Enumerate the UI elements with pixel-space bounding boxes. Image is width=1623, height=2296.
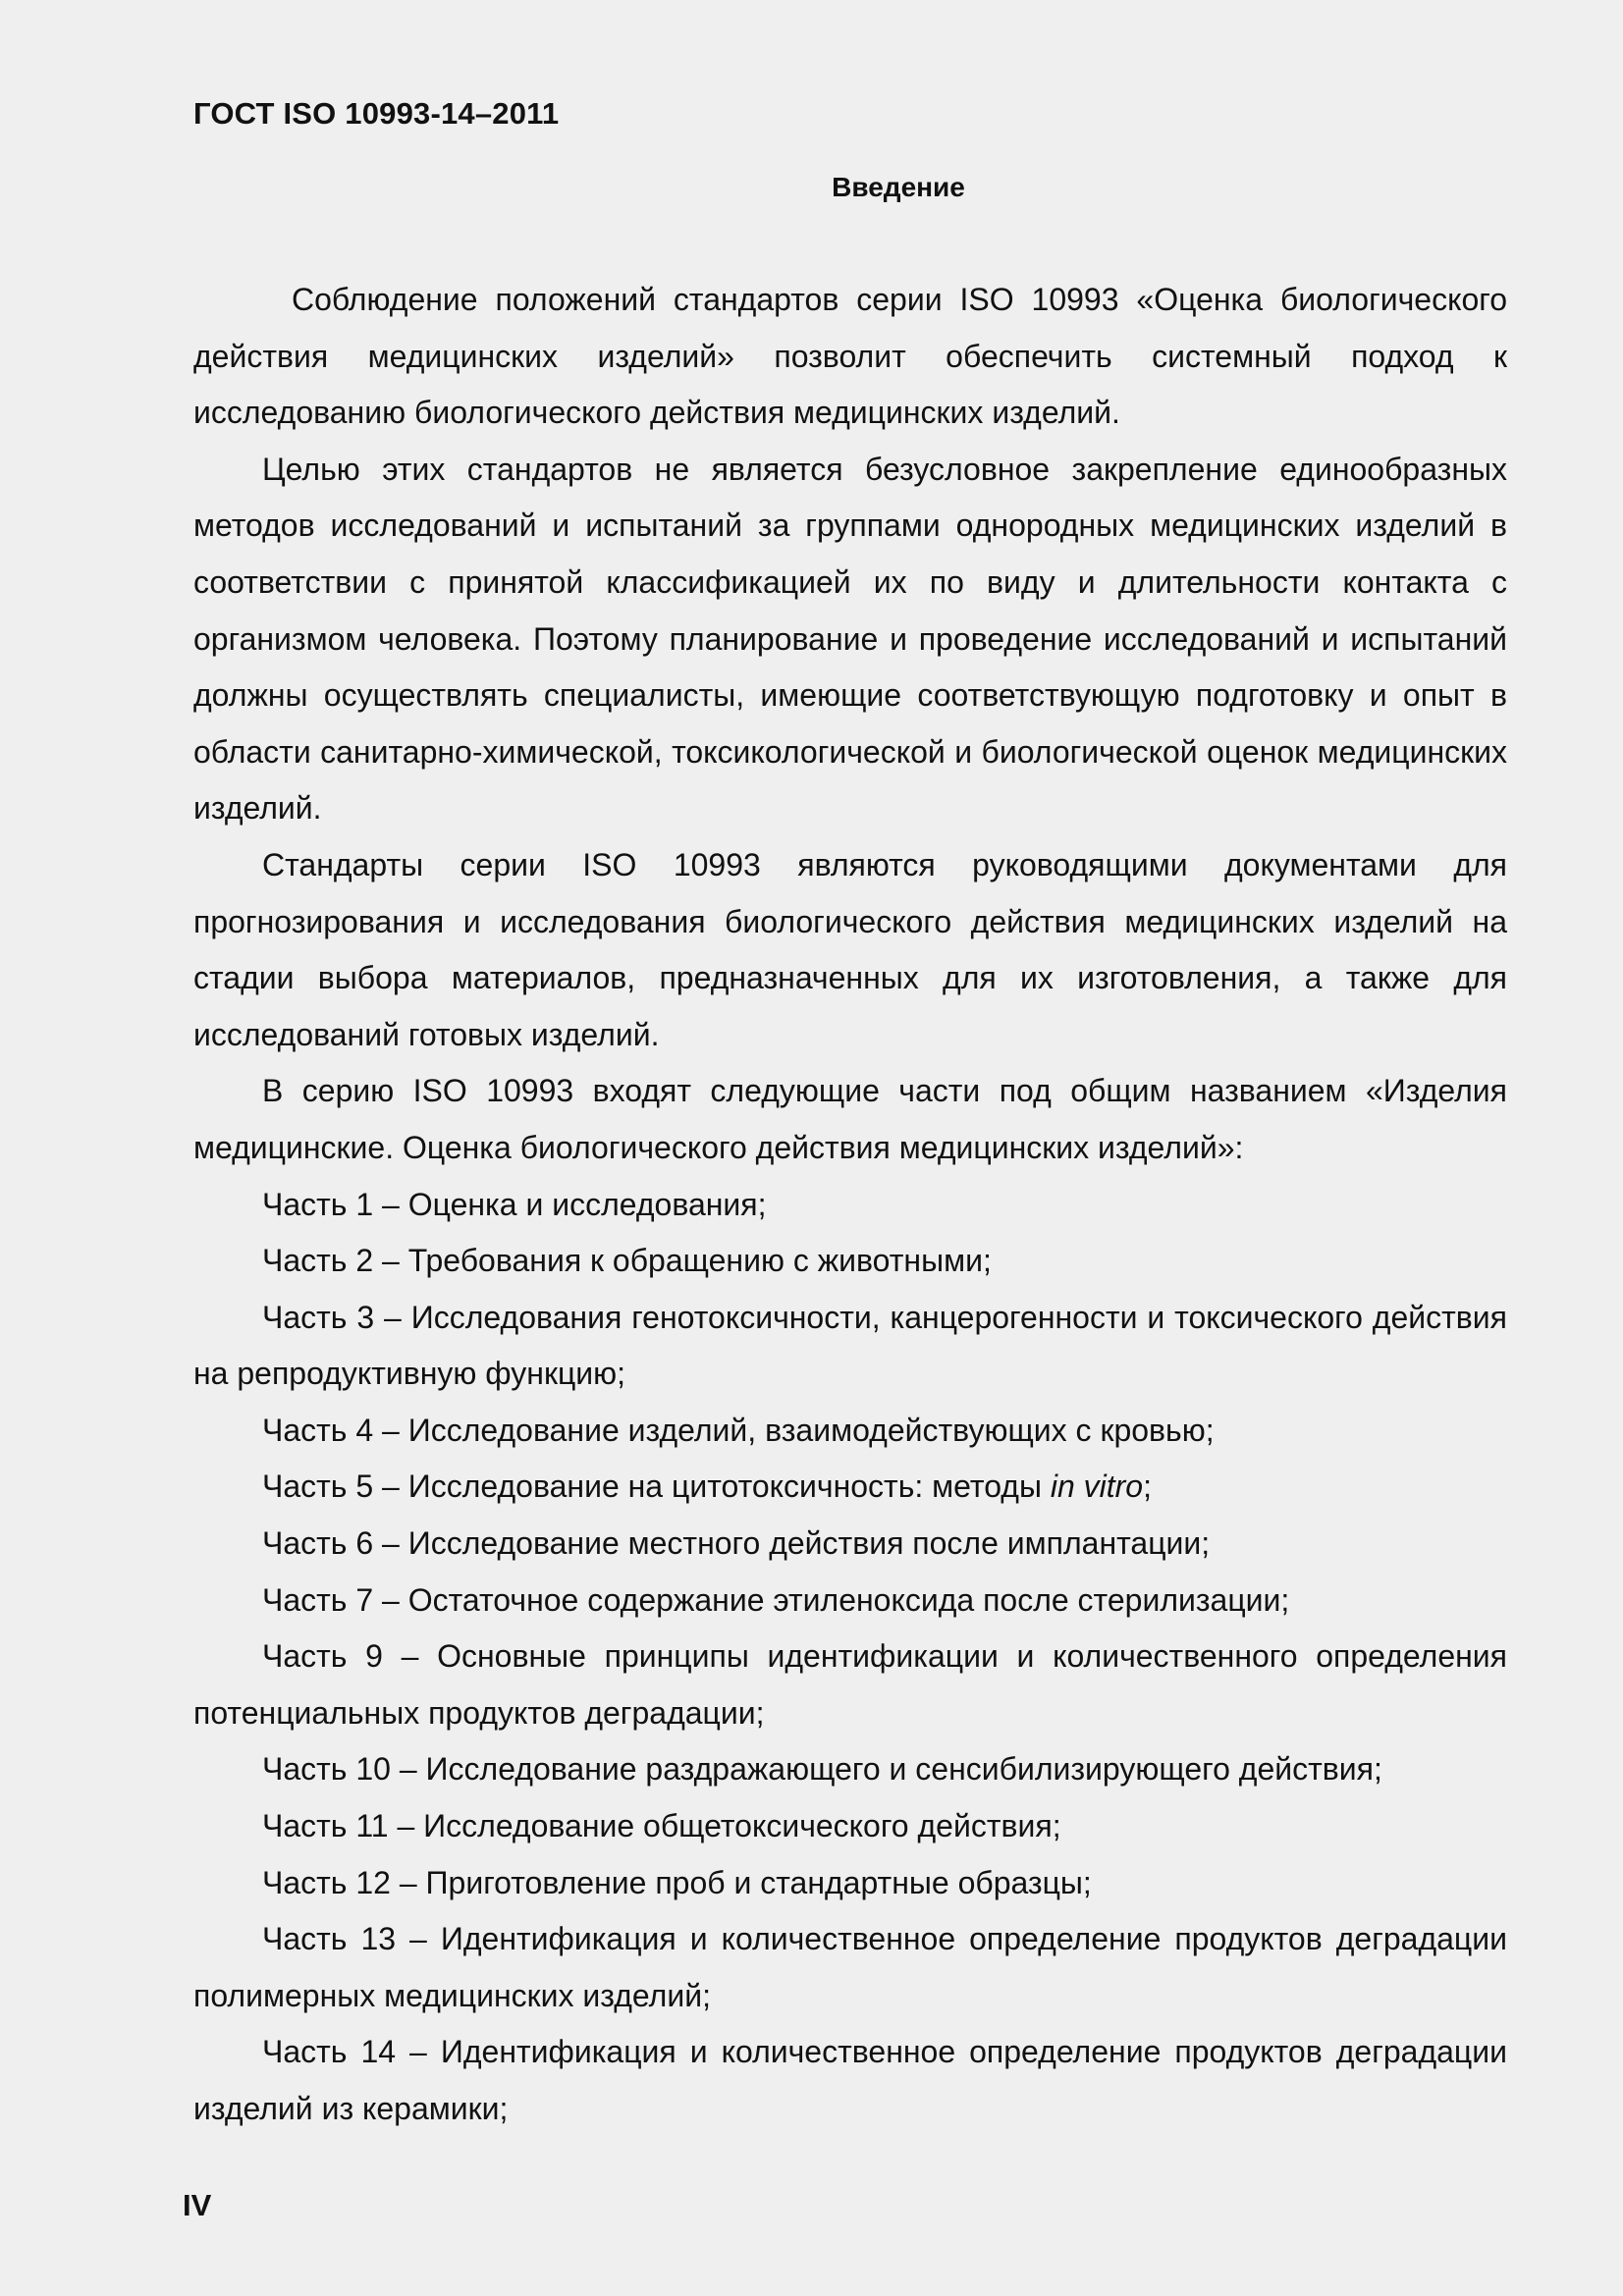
list-item-part-4: Часть 4 – Исследование изделий, взаимодействующих с кровью;	[262, 1412, 1215, 1448]
page-number: IV	[183, 2188, 212, 2222]
list-item-part-5	[193, 1459, 1507, 1516]
list-item-part-7: Часть 7 – Остаточное содержание этиленоксида после стерилизации;	[262, 1581, 1290, 1618]
paragraph-guidance: Стандарты серии ISO 10993 являются руководящими документами для прогнозирования и исследования биологического действия медицинских изделий на стадии выбора материалов, предназначенных для их изготовления, а также для исследований готовых изделий.	[193, 846, 1507, 1052]
list-item-part-14: Часть 14 – Идентификация и количественное определение продуктов деградации изделий из керамики;	[193, 2034, 1507, 2126]
list-item-part-9: Часть 9 – Основные принципы идентификации и количественного определения потенциальных продуктов деградации;	[193, 1638, 1507, 1731]
list-item-part-11: Часть 11 – Исследование общетоксического действия;	[262, 1808, 1061, 1844]
document-header: ГОСТ ISO 10993-14–2011	[193, 96, 560, 131]
list-item-part-10: Часть 10 – Исследование раздражающего и сенсибилизирующего действия;	[262, 1751, 1382, 1788]
list-item-part-2: Часть 2 – Требования к обращению с животными;	[262, 1243, 992, 1279]
part-5-end: ;	[1143, 1468, 1152, 1505]
list-item-part-13: Часть 13 – Идентификация и количественное определение продуктов деградации полимерных медицинских изделий;	[193, 1921, 1507, 2013]
list-item-part-1: Часть 1 – Оценка и исследования;	[262, 1186, 767, 1222]
part-5-text: Часть 5 – Исследование на цитотоксичность: методы	[262, 1468, 1051, 1505]
paragraph-series-parts: В серию ISO 10993 входят следующие части под общим названием «Изделия медицинские. Оценка биологического действия медицинских изделий»:	[193, 1073, 1507, 1165]
list-item-part-12: Часть 12 – Приготовление проб и стандартные образцы;	[262, 1864, 1092, 1900]
section-title: Введение	[832, 172, 965, 202]
paragraph-purpose: Целью этих стандартов не является безусловное закрепление единообразных методов исследований и испытаний за группами однородных медицинских изделий в соответствии с принятой классификацией их по виду и длительности контакта с организмом человека. Поэтому планирование и проведение исследований и испытаний должны осуществлять специалисты, имеющие соответствующую подготовку и опыт в области санитарно-химической, токсикологической и биологической оценок медицинских изделий.	[193, 451, 1507, 827]
part-5-italic-term: in vitro	[1050, 1468, 1144, 1505]
list-item-part-6: Часть 6 – Исследование местного действия после имплантации;	[262, 1525, 1211, 1562]
paragraph-intro: Соблюдение положений стандартов серии ISO 10993 «Оценка биологического действия медицинских изделий» позволит обеспечить системный подход к исследованию биологического действия медицинских изделий.	[193, 282, 1507, 431]
document-body	[193, 272, 1507, 2138]
list-item-part-3: Часть 3 – Исследования генотоксичности, канцерогенности и токсического действия на репродуктивную функцию;	[193, 1299, 1507, 1392]
